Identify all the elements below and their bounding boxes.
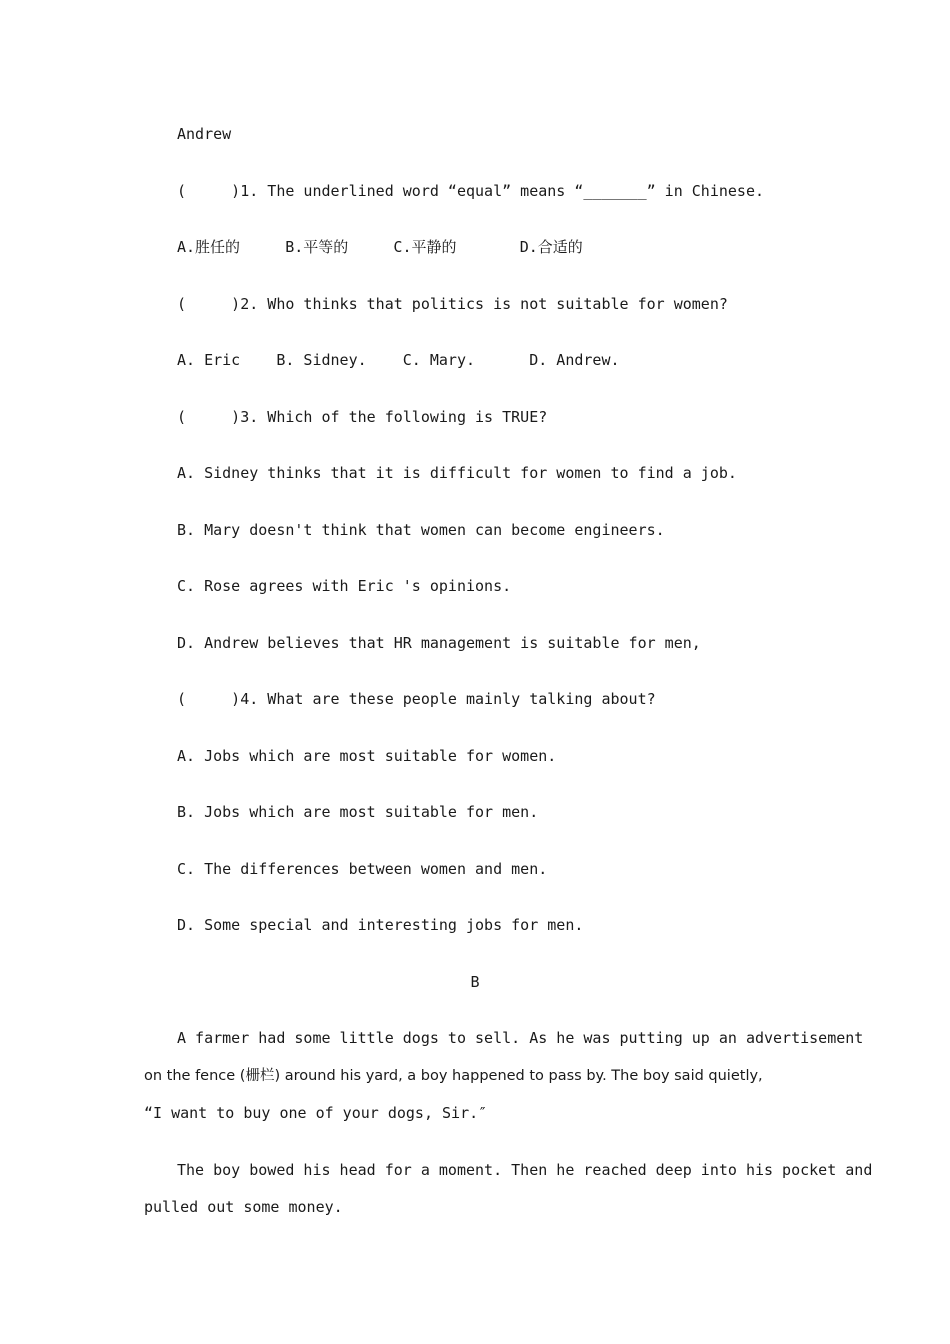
passage-line-5: pulled out some money. <box>144 1198 343 1216</box>
question-1-options: A.胜任的 B.平等的 C.平静的 D.合适的 <box>177 238 583 256</box>
question-1: ( )1. The underlined word “equal” means “_______” in Chinese. <box>177 182 764 200</box>
question-4-option-d: D. Some special and interesting jobs for men. <box>177 916 584 934</box>
passage-line-2: on the fence (栅栏) around his yard, a boy happened to pass by. The boy said quietly, <box>144 1068 763 1084</box>
passage-line-4: The boy bowed his head for a moment. Then he reached deep into his pocket and <box>177 1161 873 1179</box>
question-4-option-b: B. Jobs which are most suitable for men. <box>177 803 539 821</box>
question-3-option-d: D. Andrew believes that HR management is suitable for men, <box>177 634 701 652</box>
question-2: ( )2. Who thinks that politics is not suitable for women? <box>177 295 728 313</box>
question-4-option-c: C. The differences between women and men. <box>177 860 548 878</box>
question-3: ( )3. Which of the following is TRUE? <box>177 408 548 426</box>
question-4-option-a: A. Jobs which are most suitable for women. <box>177 747 557 765</box>
question-4: ( )4. What are these people mainly talking about? <box>177 690 656 708</box>
question-3-option-b: B. Mary doesn't think that women can become engineers. <box>177 521 665 539</box>
passage-line-3: “I want to buy one of your dogs, Sir.″ <box>144 1104 488 1122</box>
question-3-option-a: A. Sidney thinks that it is difficult for women to find a job. <box>177 464 737 482</box>
section-heading-b: B <box>470 973 480 991</box>
passage-line-1: A farmer had some little dogs to sell. As he was putting up an advertisement <box>177 1029 864 1047</box>
question-2-options: A. Eric B. Sidney. C. Mary. D. Andrew. <box>177 351 620 369</box>
question-3-option-c: C. Rose agrees with Eric 's opinions. <box>177 577 512 595</box>
answer-option-line: Andrew <box>177 125 232 143</box>
